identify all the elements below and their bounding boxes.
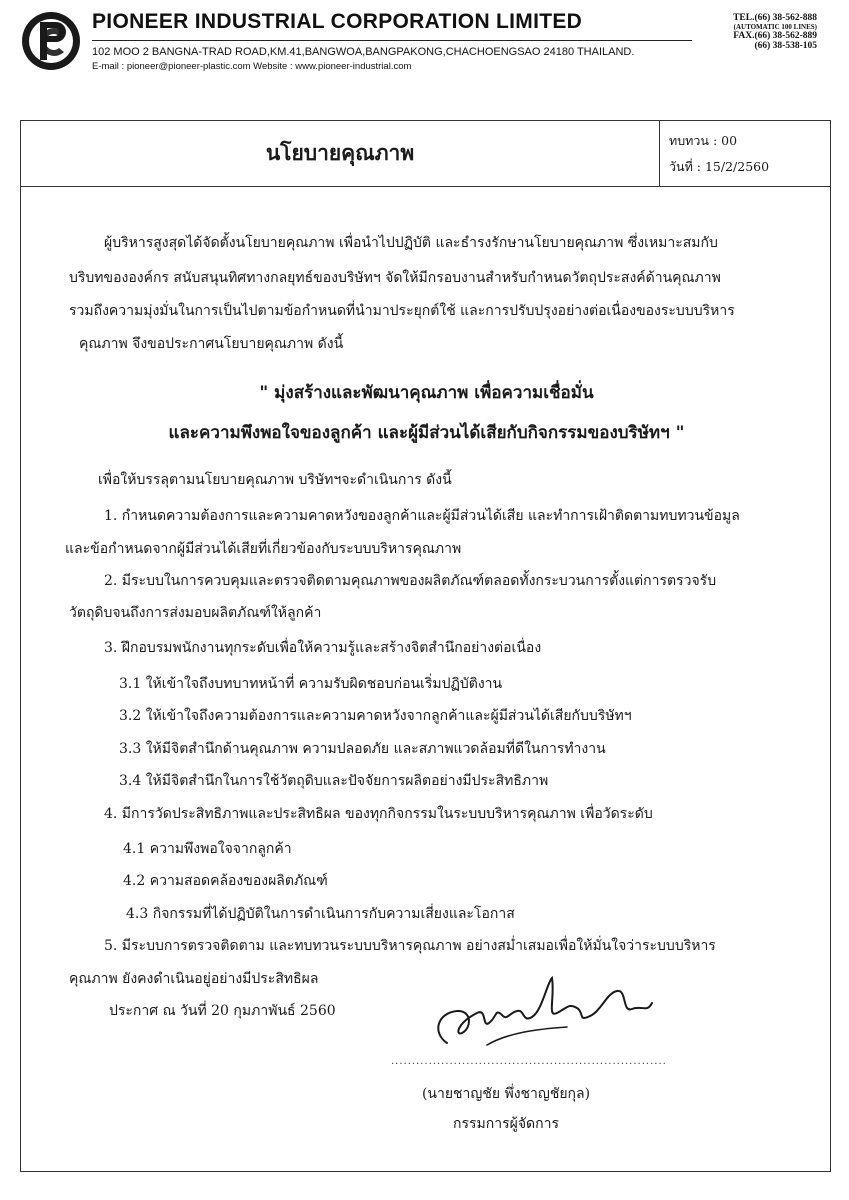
signature-icon xyxy=(427,973,657,1058)
item-3: 3. ฝึกอบรมพนักงานทุกระดับเพื่อให้ความรู้และสร้างจิตสำนึกอย่างต่อเนื่อง xyxy=(104,640,542,656)
effective-date: วันที่ : 15/2/2560 xyxy=(669,159,770,174)
policy-document xyxy=(20,120,831,1172)
item-4-3: 4.3 กิจกรรมที่ได้ปฏิบัติในการดำเนินการกับความเสี่ยงและโอกาส xyxy=(126,906,515,922)
item-3-4: 3.4 ให้มีจิตสำนึกในการใช้วัตถุดิบและปัจจัยการผลิตอย่างมีประสิทธิภาพ xyxy=(119,773,549,789)
item-4-2: 4.2 ความสอดคล้องของผลิตภัณฑ์ xyxy=(123,873,328,889)
intro-line-2: บริบทขององค์กร สนับสนุนทิศทางกลยุทธ์ของบริษัทฯ จัดให้มีกรอบงานสำหรับกำหนดวัตถุประสงค์ด้านคุณภาพ xyxy=(69,270,721,286)
tel-note: (AUTOMATIC 100 LINES) xyxy=(733,23,817,31)
item-3-3: 3.3 ให้มีจิตสำนึกด้านคุณภาพ ความปลอดภัย และสภาพแวดล้อมที่ดีในการทำงาน xyxy=(119,741,606,757)
slogan-line-2: และความพึงพอใจของลูกค้า และผู้มีส่วนได้เสียกับกิจกรรมของบริษัทฯ " xyxy=(168,423,685,443)
page-title: นโยบายคุณภาพ xyxy=(265,141,415,165)
slogan-line-1: " มุ่งสร้างและพัฒนาคุณภาพ เพื่อความเชื่อมั่น xyxy=(259,383,594,403)
item-4-1: 4.1 ความพึงพอใจจากลูกค้า xyxy=(123,841,292,857)
company-address: 102 MOO 2 BANGNA-TRAD ROAD,KM.41,BANGWOA,BANGPAKONG,CHACHOENGSAO 24180 THAILAND. xyxy=(92,46,635,58)
intro-line-3: รวมถึงความมุ่งมั่นในการเป็นไปตามข้อกำหนดที่นำมาประยุกต์ใช้ และการปรับปรุงอย่างต่อเนื่องของระบบบริหาร xyxy=(69,303,735,319)
lead-in: เพื่อให้บรรลุตามนโยบายคุณภาพ บริษัทฯจะดำเนินการ ดังนี้ xyxy=(98,472,452,488)
header-divider xyxy=(21,186,830,187)
item-5-line-1: 5. มีระบบการตรวจติดตาม และทบทวนระบบบริหารคุณภาพ อย่างสม่ำเสมอเพื่อให้มั่นใจว่าระบบบริหาร xyxy=(104,938,716,954)
revision-number: ทบทวน : 00 xyxy=(669,133,738,148)
announcement-date: ประกาศ ณ วันที่ 20 กุมภาพันธ์ 2560 xyxy=(109,1003,336,1019)
item-1-line-1: 1. กำหนดความต้องการและความคาดหวังของลูกค้าและผู้มีส่วนได้เสีย และทำการเฝ้าติดตามทบทวนข้อมูล xyxy=(104,508,740,524)
item-5-line-2: คุณภาพ ยังคงดำเนินอยู่อย่างมีประสิทธิผล xyxy=(69,971,319,987)
tel-line: TEL.(66) 38-562-888 xyxy=(733,13,817,23)
item-3-2: 3.2 ให้เข้าใจถึงความต้องการและความคาดหวังจากลูกค้าและผู้มีส่วนได้เสียกับบริษัทฯ xyxy=(119,708,632,724)
intro-line-1: ผู้บริหารสูงสุดได้จัดตั้งนโยบายคุณภาพ เพื่อนำไปปฏิบัติ และธำรงรักษานโยบายคุณภาพ ซึ่งเหมาะสมกับ xyxy=(104,235,718,251)
fax-line: FAX.(66) 38-562-889 xyxy=(733,31,817,41)
item-1-line-2: และข้อกำหนดจากผู้มีส่วนได้เสียที่เกี่ยวข้องกับระบบบริหารคุณภาพ xyxy=(65,541,462,557)
company-contact: E-mail : pioneer@pioneer-plastic.com Website : www.pioneer-industrial.com xyxy=(92,61,412,72)
company-name: PIONEER INDUSTRIAL CORPORATION LIMITED xyxy=(92,10,583,33)
intro-line-4: คุณภาพ จึงขอประกาศนโยบายคุณภาพ ดังนี้ xyxy=(79,336,344,352)
signature-line: .................................................................. xyxy=(391,1056,667,1067)
header-column-divider xyxy=(659,121,660,186)
fax-line-2: (66) 38-538-105 xyxy=(754,41,817,51)
item-2-line-2: วัตถุดิบจนถึงการส่งมอบผลิตภัณฑ์ให้ลูกค้า xyxy=(69,605,322,621)
company-logo-icon xyxy=(20,10,82,72)
item-2-line-1: 2. มีระบบในการควบคุมและตรวจติดตามคุณภาพของผลิตภัณฑ์ตลอดทั้งกระบวนการตั้งแต่การตรวจรับ xyxy=(104,573,717,589)
letterhead-rule xyxy=(92,40,692,41)
signer-title: กรรมการผู้จัดการ xyxy=(453,1116,559,1132)
item-4: 4. มีการวัดประสิทธิภาพและประสิทธิผล ของทุกกิจกรรมในระบบบริหารคุณภาพ เพื่อวัดระดับ xyxy=(104,806,653,822)
company-phones xyxy=(733,13,817,51)
signer-name: (นายชาญชัย พึ่งชาญชัยกุล) xyxy=(421,1086,591,1102)
item-3-1: 3.1 ให้เข้าใจถึงบทบาทหน้าที่ ความรับผิดชอบก่อนเริ่มปฏิบัติงาน xyxy=(119,676,503,692)
